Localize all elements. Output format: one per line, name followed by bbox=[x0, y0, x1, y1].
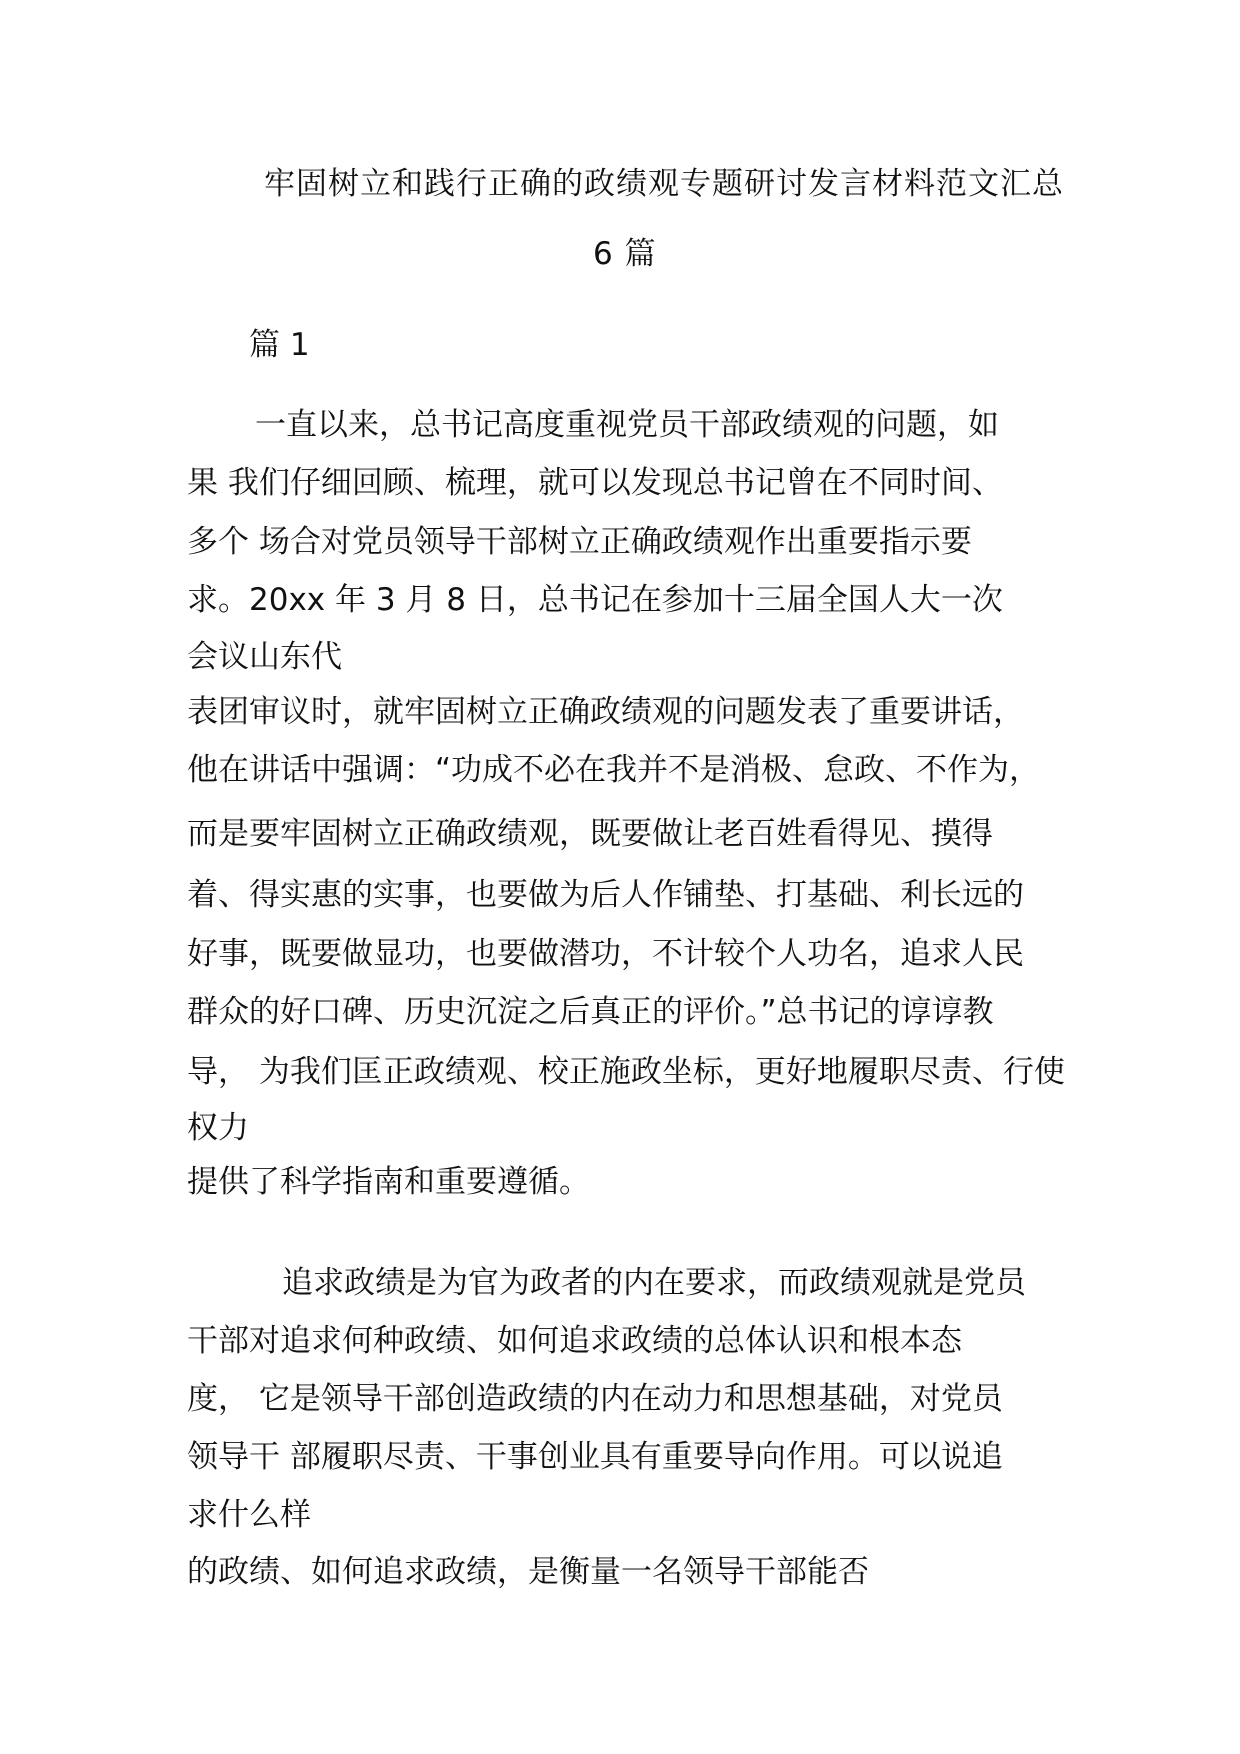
paragraph-1-line-7: 他在讲话中强调：“功成不必在我并不是消极、怠政、不作为， bbox=[187, 752, 1041, 788]
paragraph-2-line-3: 度， 它是领导干部创造政绩的内在动力和思想基础，对党员 bbox=[187, 1381, 1003, 1417]
paragraph-2-line-4: 领导干 部履职尽责、干事创业具有重要导向作用。可以说追 bbox=[187, 1439, 1003, 1475]
document-title-line-1: 牢固树立和践行正确的政绩观专题研讨发言材料范文汇总 bbox=[264, 166, 1064, 202]
paragraph-2-line-5: 求什么样 bbox=[187, 1497, 311, 1533]
paragraph-1-line-5: 会议山东代 bbox=[187, 639, 342, 675]
paragraph-2-line-6: 的政绩、如何追求政绩，是衡量一名领导干部能否 bbox=[187, 1554, 869, 1590]
paragraph-1-line-12: 导， 为我们匡正政绩观、校正施政坐标，更好地履职尽责、行使 bbox=[187, 1054, 1065, 1090]
paragraph-1-line-2: 果 我们仔细回顾、梳理，就可以发现总书记曾在不同时间、 bbox=[187, 465, 1003, 501]
paragraph-1-line-10: 好事，既要做显功，也要做潜功，不计较个人功名，追求人民 bbox=[187, 936, 1024, 972]
paragraph-1-line-3: 多个 场合对党员领导干部树立正确政绩观作出重要指示要 bbox=[187, 524, 972, 560]
document-title-line-2: 6 篇 bbox=[593, 236, 657, 272]
paragraph-1-line-8: 而是要牢固树立正确政绩观，既要做让老百姓看得见、摸得 bbox=[187, 816, 993, 852]
section-heading: 篇 1 bbox=[249, 327, 310, 363]
paragraph-2-line-1: 追求政绩是为官为政者的内在要求，而政绩观就是党员 bbox=[282, 1265, 1026, 1301]
paragraph-1-line-14: 提供了科学指南和重要遵循。 bbox=[187, 1164, 590, 1200]
paragraph-1-line-4: 求。20xx 年 3 月 8 日，总书记在参加十三届全国人大一次 bbox=[187, 582, 1003, 618]
paragraph-1-line-9: 着、得实惠的实事，也要做为后人作铺垫、打基础、利长远的 bbox=[187, 877, 1024, 913]
paragraph-1-line-6: 表团审议时，就牢固树立正确政绩观的问题发表了重要讲话， bbox=[187, 694, 1024, 730]
paragraph-1-line-1: 一直以来，总书记高度重视党员干部政绩观的问题，如 bbox=[255, 407, 999, 443]
paragraph-1-line-11: 群众的好口碑、历史沉淀之后真正的评价。”总书记的谆谆教 bbox=[187, 994, 994, 1030]
paragraph-1-line-13: 权力 bbox=[187, 1110, 249, 1146]
paragraph-2-line-2: 干部对追求何种政绩、如何追求政绩的总体认识和根本态 bbox=[187, 1323, 962, 1359]
